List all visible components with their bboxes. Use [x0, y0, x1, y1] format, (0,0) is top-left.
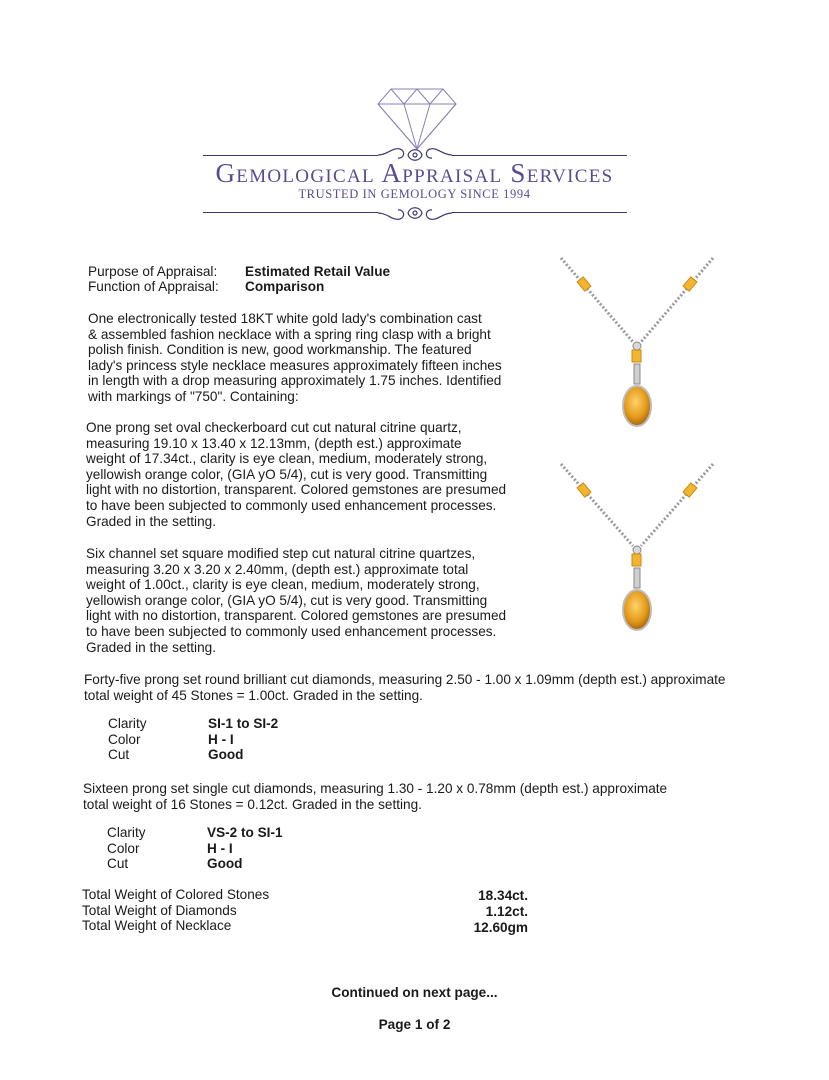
grade-value: SI-1 to SI-2 [208, 716, 279, 731]
diamonds-single-paragraph [83, 781, 667, 812]
total-value: 1.12ct. [485, 904, 528, 919]
page-number: Page 1 of 2 [378, 1017, 451, 1032]
text-line: in length with a drop measuring approximately 1.75 inches. Identified [88, 373, 502, 389]
grade-value: H - I [207, 841, 233, 856]
grade-value: VS-2 to SI-1 [207, 825, 283, 840]
description-paragraph [88, 311, 502, 405]
text-line: to have been subjected to commonly used enhancement processes. [86, 497, 497, 513]
citrine-oval-paragraph [86, 420, 506, 529]
grade-label: Color [108, 732, 141, 747]
grade-label: Clarity [107, 825, 146, 840]
text-line: total weight of 45 Stones = 1.00ct. Graded in the setting. [84, 687, 423, 703]
grade-label: Cut [108, 747, 130, 762]
text-line: measuring 19.10 x 13.40 x 12.13mm, (depth est.) approximate [86, 435, 462, 451]
ornament-icon [376, 202, 454, 224]
text-line: Forty-five prong set round brilliant cut diamonds, measuring 2.50 - 1.00 x 1.09mm (depth est.) approximate [84, 672, 726, 687]
continued-note: Continued on next page... [331, 985, 498, 1000]
necklace-photo-1 [555, 254, 720, 434]
text-line: lady's princess style necklace measures approximately fifteen inches [88, 357, 502, 373]
grade-value: H - I [208, 732, 234, 747]
total-value: 12.60gm [473, 920, 528, 935]
total-label: Total Weight of Necklace [82, 918, 232, 933]
text-line: yellowish orange color, (GIA yO 5/4), cut is very good. Transmitting [86, 466, 488, 482]
text-line: Graded in the setting. [86, 513, 216, 529]
text-line: with markings of "750". Containing: [88, 388, 299, 404]
purpose-label: Purpose of Appraisal: [88, 264, 218, 279]
grade-label: Clarity [108, 716, 147, 731]
brand-tagline: TRUSTED IN GEMOLOGY SINCE 1994 [298, 187, 531, 201]
text-line: Six channel set square modified step cut natural citrine quartzes, [86, 546, 476, 561]
text-line: to have been subjected to commonly used enhancement processes. [86, 623, 497, 639]
text-line: light with no distortion, transparent. Colored gemstones are presumed [86, 482, 507, 498]
text-line: polish finish. Condition is new, good workmanship. The featured [88, 342, 472, 358]
brand-name: Gemological Appraisal Services [215, 158, 614, 188]
diamonds-round-paragraph [84, 672, 725, 703]
total-value: 18.34ct. [478, 888, 528, 903]
logo [0, 0, 829, 230]
text-line: weight of 17.34ct., clarity is eye clean, medium, moderately strong, [86, 451, 488, 467]
text-line: yellowish orange color, (GIA yO 5/4), cut is very good. Transmitting [86, 592, 488, 608]
grade-label: Color [107, 841, 140, 856]
grade-value: Good [208, 747, 244, 762]
purpose-value: Estimated Retail Value [245, 264, 391, 279]
grade-label: Cut [107, 856, 129, 871]
text-line: measuring 3.20 x 3.20 x 2.40mm, (depth est.) approximate total [86, 561, 469, 577]
text-line: & assembled fashion necklace with a spring ring clasp with a bright [88, 326, 491, 342]
citrine-channel-paragraph [86, 546, 506, 655]
text-line: weight of 1.00ct., clarity is eye clean, medium, moderately strong, [86, 577, 480, 593]
function-label: Function of Appraisal: [88, 279, 219, 294]
necklace-photo-2 [555, 460, 720, 640]
text-line: Graded in the setting. [86, 639, 216, 655]
diamond-icon [377, 88, 457, 150]
text-line: total weight of 16 Stones = 0.12ct. Graded in the setting. [83, 796, 422, 812]
grade-value: Good [207, 856, 243, 871]
text-line: Sixteen prong set single cut diamonds, measuring 1.30 - 1.20 x 0.78mm (depth est.) approximate [83, 781, 668, 796]
text-line: light with no distortion, transparent. Colored gemstones are presumed [86, 608, 507, 624]
total-label: Total Weight of Colored Stones [82, 887, 270, 902]
total-label: Total Weight of Diamonds [82, 903, 237, 918]
text-line: One prong set oval checkerboard cut cut natural citrine quartz, [86, 420, 462, 435]
function-value: Comparison [245, 279, 325, 294]
text-line: One electronically tested 18KT white gold lady's combination cast [88, 311, 482, 326]
